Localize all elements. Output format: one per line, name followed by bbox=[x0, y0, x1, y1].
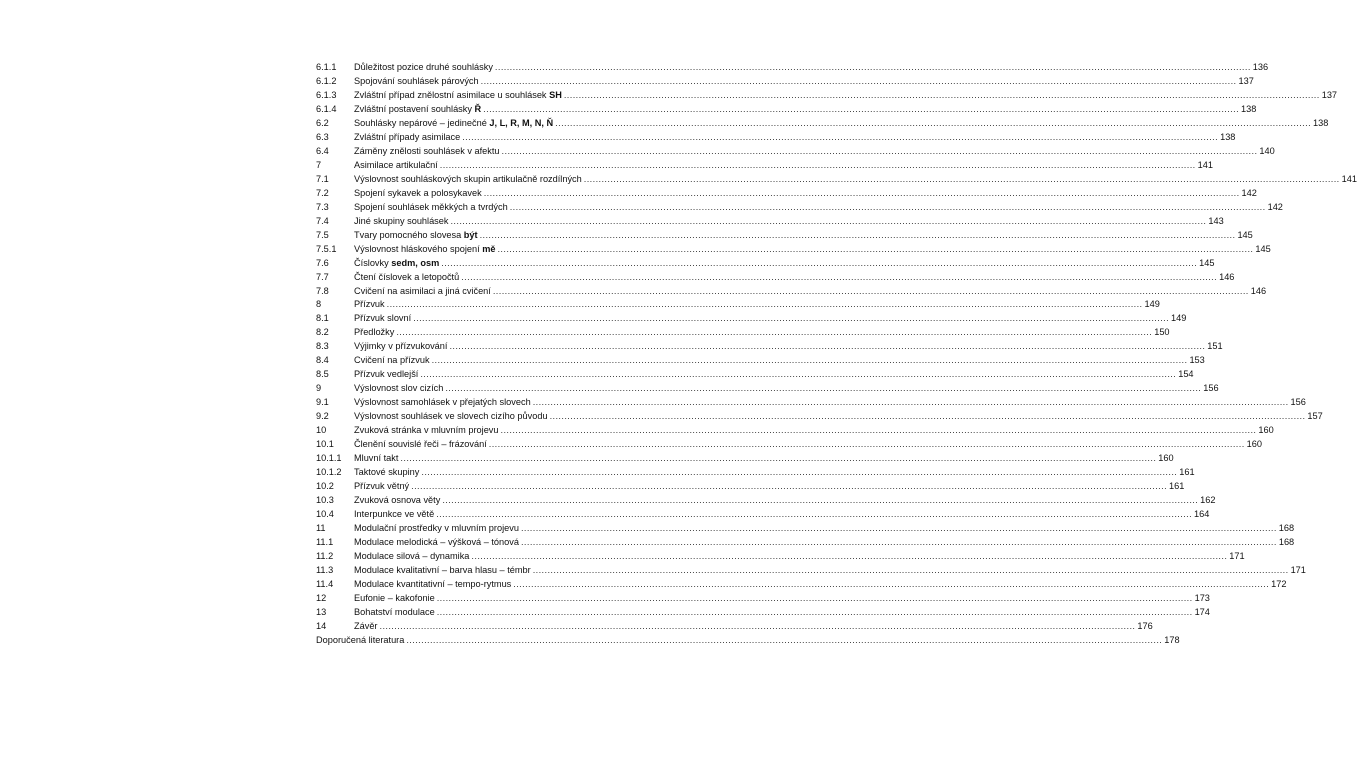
dot-leader bbox=[480, 229, 1236, 243]
toc-entry-page-number: 168 bbox=[1278, 536, 1295, 547]
toc-entry-title bbox=[354, 243, 495, 257]
toc-entry-number: 11 bbox=[316, 522, 326, 533]
toc-entry-page-number: 136 bbox=[1252, 62, 1269, 72]
toc-entry-number: 10.1 bbox=[316, 439, 334, 450]
toc-entry[interactable] bbox=[316, 564, 1306, 578]
toc-entry-title-text: Zvláštní případy asimilace bbox=[354, 131, 461, 142]
dot-leader bbox=[462, 131, 1218, 145]
toc-entry[interactable] bbox=[316, 243, 1271, 257]
toc-entry-title-bold: Ř bbox=[474, 103, 482, 114]
dot-leader bbox=[481, 75, 1237, 89]
dot-leader bbox=[441, 257, 1197, 271]
toc-entry[interactable] bbox=[316, 438, 1262, 452]
toc-entry-title-text: Výslovnost souhlásek ve slovech cizího původu bbox=[354, 411, 548, 422]
toc-entry-title bbox=[354, 201, 508, 215]
dot-leader bbox=[442, 494, 1198, 508]
toc-entry-title-text: Přízvuk bbox=[354, 299, 385, 310]
toc-entry-page-number: 156 bbox=[1203, 383, 1219, 394]
dot-leader bbox=[420, 368, 1176, 382]
dot-leader bbox=[564, 89, 1320, 103]
toc-entry-title bbox=[354, 536, 519, 550]
toc-entry-title bbox=[354, 592, 435, 606]
toc-entry[interactable] bbox=[316, 229, 1253, 243]
toc-entry-page-number: 153 bbox=[1189, 355, 1205, 366]
toc-entry-title-text: Čtení číslovek a letopočtů bbox=[354, 271, 460, 282]
dot-leader bbox=[421, 466, 1177, 480]
toc-entry-title-bold: SH bbox=[549, 89, 562, 100]
toc-entry-title-text: Doporučená literatura bbox=[316, 634, 405, 645]
toc-entry-title-text: Jiné skupiny souhlásek bbox=[354, 215, 449, 226]
toc-entry-page-number: 162 bbox=[1200, 495, 1216, 506]
toc-entry-title bbox=[354, 396, 531, 410]
toc-entry-page-number: 146 bbox=[1219, 271, 1235, 282]
toc-entry-title-text: Členění souvislé řeči – frázování bbox=[354, 439, 487, 450]
toc-entry-title bbox=[354, 145, 500, 159]
toc-entry-number: 6.4 bbox=[316, 145, 329, 156]
toc-entry-title-text: Spojování souhlásek párových bbox=[354, 75, 479, 86]
dot-leader bbox=[387, 298, 1143, 312]
toc-entry[interactable] bbox=[316, 410, 1323, 424]
toc-entry-title bbox=[354, 578, 511, 592]
toc-entry-title bbox=[354, 410, 548, 424]
toc-entry-title bbox=[354, 298, 385, 312]
toc-entry-title bbox=[354, 103, 481, 117]
toc-entry-title bbox=[354, 131, 460, 145]
toc-entry-number: 10.1.1 bbox=[316, 453, 342, 464]
toc-entry-title-text: Výslovnost hláskového spojení bbox=[354, 243, 483, 254]
toc-entry-title-text: Přízvuk vedlejší bbox=[354, 369, 419, 380]
toc-entry-number: 10.4 bbox=[316, 509, 334, 519]
toc-entry-page-number: 156 bbox=[1290, 397, 1306, 408]
toc-entry-title bbox=[354, 620, 378, 634]
dot-leader bbox=[493, 285, 1249, 299]
toc-entry-title-text: Výslovnost souhláskových skupin artikulačně rozdílných bbox=[354, 173, 582, 184]
toc-entry-title bbox=[354, 75, 479, 89]
toc-entry-number: 8.2 bbox=[316, 327, 329, 338]
toc-entry-title-text: Spojení souhlásek měkkých a tvrdých bbox=[354, 201, 508, 212]
toc-entry-number: 6.1.4 bbox=[316, 103, 337, 114]
toc-entry[interactable] bbox=[316, 634, 1180, 648]
toc-entry-number: 8 bbox=[316, 299, 322, 310]
toc-entry-title-text: Spojení sykavek a polosykavek bbox=[354, 187, 482, 198]
toc-entry[interactable] bbox=[316, 131, 1236, 145]
toc-entry[interactable] bbox=[316, 340, 1223, 354]
toc-entry-number: 8.3 bbox=[316, 341, 329, 352]
toc-entry-title bbox=[354, 312, 411, 326]
dot-leader bbox=[555, 117, 1311, 131]
toc-entry-title bbox=[354, 382, 443, 396]
toc-entry-number: 11.1 bbox=[316, 536, 334, 547]
toc-entry-number: 9.1 bbox=[316, 397, 329, 408]
toc-entry-page-number: 138 bbox=[1313, 117, 1329, 128]
toc-entry-number: 7 bbox=[316, 159, 322, 170]
toc-entry-title-text: Předložky bbox=[354, 327, 395, 338]
toc-entry-title bbox=[354, 173, 582, 187]
toc-entry-page-number: 164 bbox=[1194, 509, 1210, 519]
toc-entry-title-text: Zvuková stránka v mluvním projevu bbox=[354, 425, 499, 436]
toc-entry[interactable] bbox=[316, 173, 1357, 187]
toc-entry[interactable] bbox=[316, 466, 1195, 480]
toc-entry-page-number: 149 bbox=[1171, 313, 1187, 324]
dot-leader bbox=[513, 578, 1269, 592]
toc-entry[interactable] bbox=[316, 215, 1224, 229]
table-of-contents bbox=[316, 61, 1357, 648]
toc-entry-number: 6.2 bbox=[316, 117, 329, 128]
toc-entry-title bbox=[354, 606, 435, 620]
toc-entry-title-text: Bohatství modulace bbox=[354, 606, 435, 617]
toc-entry-title-text: Zvuková osnova věty bbox=[354, 495, 441, 506]
toc-entry-page-number: 178 bbox=[1164, 634, 1180, 645]
toc-entry-page-number: 160 bbox=[1246, 439, 1262, 450]
toc-entry-number: 7.4 bbox=[316, 215, 329, 226]
toc-entry-title-text: Výslovnost slov cizích bbox=[354, 383, 444, 394]
dot-leader bbox=[584, 173, 1340, 187]
toc-entry-title-text: Modulace kvantitativní – tempo-rytmus bbox=[354, 578, 512, 589]
toc-entry-number: 10 bbox=[316, 425, 327, 436]
dot-leader bbox=[484, 187, 1240, 201]
dot-leader bbox=[449, 340, 1205, 354]
toc-entry-title-text: Taktové skupiny bbox=[354, 467, 420, 478]
dot-leader bbox=[495, 61, 1251, 75]
dot-leader bbox=[445, 382, 1201, 396]
toc-entry-title bbox=[354, 494, 440, 508]
toc-entry[interactable] bbox=[316, 424, 1274, 438]
toc-entry-title bbox=[316, 634, 404, 648]
toc-entry[interactable] bbox=[316, 61, 1269, 75]
toc-entry[interactable] bbox=[316, 271, 1235, 285]
toc-entry-number: 7.3 bbox=[316, 201, 329, 212]
toc-entry-title bbox=[354, 215, 448, 229]
toc-entry[interactable] bbox=[316, 382, 1219, 396]
toc-entry-page-number: 161 bbox=[1179, 467, 1195, 478]
dot-leader bbox=[533, 564, 1289, 578]
toc-entry-title-bold: být bbox=[463, 229, 478, 240]
toc-entry-title bbox=[354, 159, 438, 173]
toc-entry-page-number: 173 bbox=[1194, 592, 1210, 603]
toc-entry-page-number: 138 bbox=[1241, 103, 1257, 114]
toc-entry-number: 8.1 bbox=[316, 313, 329, 324]
toc-entry-number: 7.5.1 bbox=[316, 243, 337, 254]
toc-entry-title-bold: mě bbox=[482, 243, 496, 254]
toc-entry-page-number: 145 bbox=[1255, 243, 1271, 254]
dot-leader bbox=[413, 312, 1169, 326]
dot-leader bbox=[471, 550, 1227, 564]
toc-entry-page-number: 142 bbox=[1267, 201, 1283, 212]
toc-entry-page-number: 161 bbox=[1169, 481, 1185, 492]
toc-entry-title-text: Eufonie – kakofonie bbox=[354, 592, 435, 603]
toc-entry-page-number: 137 bbox=[1321, 89, 1338, 100]
toc-entry-number: 12 bbox=[316, 592, 327, 603]
dot-leader bbox=[437, 592, 1193, 606]
toc-entry-title bbox=[354, 326, 394, 340]
toc-entry-title bbox=[354, 117, 553, 131]
toc-entry-page-number: 168 bbox=[1278, 522, 1295, 533]
toc-entry-page-number: 146 bbox=[1250, 285, 1267, 296]
toc-entry-page-number: 140 bbox=[1259, 145, 1275, 156]
toc-entry[interactable] bbox=[316, 354, 1205, 368]
toc-entry-number: 7.2 bbox=[316, 187, 329, 198]
toc-entry-title-bold: sedm, osm bbox=[391, 257, 440, 268]
toc-entry-page-number: 145 bbox=[1199, 257, 1215, 268]
toc-entry-number: 11.3 bbox=[316, 564, 334, 575]
toc-entry-title-text: Modulace kvalitativní – barva hlasu – témbr bbox=[354, 564, 531, 575]
toc-entry-page-number: 172 bbox=[1271, 578, 1287, 589]
dot-leader bbox=[400, 452, 1156, 466]
toc-entry-title bbox=[354, 564, 531, 578]
toc-entry-title-text: Důležitost pozice druhé souhlásky bbox=[354, 62, 493, 72]
toc-entry-title-text: Závěr bbox=[354, 620, 378, 631]
toc-entry-number: 10.2 bbox=[316, 481, 334, 492]
toc-entry-page-number: 171 bbox=[1290, 564, 1306, 575]
dot-leader bbox=[450, 215, 1206, 229]
toc-entry-title-text: Záměny znělosti souhlásek v afektu bbox=[354, 145, 500, 156]
toc-entry[interactable] bbox=[316, 298, 1160, 312]
dot-leader bbox=[550, 410, 1306, 424]
toc-entry-number: 9.2 bbox=[316, 411, 329, 422]
toc-entry-title-text: Cvičení na přízvuk bbox=[354, 355, 430, 366]
toc-entry[interactable] bbox=[316, 494, 1216, 508]
toc-entry[interactable] bbox=[316, 522, 1295, 536]
toc-entry-title bbox=[354, 229, 478, 243]
toc-entry-number: 11.4 bbox=[316, 578, 334, 589]
toc-entry[interactable] bbox=[316, 326, 1170, 340]
toc-entry[interactable] bbox=[316, 257, 1215, 271]
toc-entry-page-number: 138 bbox=[1220, 131, 1236, 142]
toc-entry-page-number: 141 bbox=[1197, 159, 1213, 170]
toc-entry-number: 7.7 bbox=[316, 271, 329, 282]
toc-entry[interactable] bbox=[316, 536, 1295, 550]
toc-entry-title-text: Přízvuk větný bbox=[354, 481, 410, 492]
toc-entry[interactable] bbox=[316, 368, 1194, 382]
toc-entry-page-number: 157 bbox=[1307, 411, 1323, 422]
toc-entry-title-text: Mluvní takt bbox=[354, 453, 399, 464]
toc-entry-title bbox=[354, 522, 519, 536]
toc-entry-title-text: Zvláštní případ znělostní asimilace u souhlásek bbox=[354, 89, 550, 100]
toc-entry-title bbox=[354, 438, 487, 452]
toc-entry-title-text: Tvary pomocného slovesa bbox=[354, 229, 464, 240]
toc-entry-title-text: Asimilace artikulační bbox=[354, 159, 438, 170]
toc-entry-number: 11.2 bbox=[316, 550, 334, 561]
toc-entry-title bbox=[354, 550, 469, 564]
toc-entry-page-number: 137 bbox=[1238, 75, 1254, 86]
toc-entry-title bbox=[354, 480, 409, 494]
toc-entry-page-number: 154 bbox=[1178, 369, 1194, 380]
toc-entry-title-text: Cvičení na asimilaci a jiná cvičení bbox=[354, 285, 491, 296]
toc-entry[interactable] bbox=[316, 578, 1287, 592]
toc-entry-title-text: Souhlásky nepárové – jedinečné bbox=[354, 117, 490, 128]
toc-entry-page-number: 145 bbox=[1237, 229, 1253, 240]
toc-entry-title bbox=[354, 354, 430, 368]
toc-entry[interactable] bbox=[316, 89, 1338, 103]
toc-entry[interactable] bbox=[316, 187, 1257, 201]
dot-leader bbox=[510, 201, 1266, 215]
toc-entry-title-text: Modulační prostředky v mluvním projevu bbox=[354, 522, 519, 533]
toc-entry-title-text: Číslovky bbox=[354, 257, 392, 268]
toc-entry-number: 9 bbox=[316, 383, 322, 394]
toc-entry-title-text: Výslovnost samohlásek v přejatých slovech bbox=[354, 397, 531, 408]
toc-entry-page-number: 151 bbox=[1207, 341, 1223, 352]
toc-entry-page-number: 150 bbox=[1154, 327, 1170, 338]
dot-leader bbox=[406, 634, 1162, 648]
toc-entry-page-number: 160 bbox=[1258, 425, 1274, 436]
toc-entry[interactable] bbox=[316, 606, 1210, 620]
dot-leader bbox=[521, 522, 1277, 536]
toc-entry-title-text: Přízvuk slovní bbox=[354, 313, 412, 324]
dot-leader bbox=[501, 424, 1257, 438]
toc-entry-number: 7.5 bbox=[316, 229, 329, 240]
toc-entry-number: 6.1.2 bbox=[316, 75, 337, 86]
toc-entry-page-number: 160 bbox=[1158, 453, 1174, 464]
toc-entry-title-text: Modulace melodická – výšková – tónová bbox=[354, 536, 519, 547]
toc-entry[interactable] bbox=[316, 550, 1245, 564]
toc-entry-number: 8.5 bbox=[316, 369, 329, 380]
toc-entry-number: 7.6 bbox=[316, 257, 329, 268]
toc-entry[interactable] bbox=[316, 452, 1174, 466]
dot-leader bbox=[440, 159, 1196, 173]
toc-entry[interactable] bbox=[316, 159, 1213, 173]
toc-entry-number: 6.1.3 bbox=[316, 89, 337, 100]
toc-entry-page-number: 149 bbox=[1144, 299, 1160, 310]
toc-entry-page-number: 174 bbox=[1194, 606, 1210, 617]
toc-entry-title bbox=[354, 257, 439, 271]
dot-leader bbox=[489, 438, 1245, 452]
toc-entry[interactable] bbox=[316, 508, 1210, 522]
dot-leader bbox=[437, 606, 1193, 620]
toc-entry-page-number: 142 bbox=[1241, 187, 1257, 198]
toc-entry-title bbox=[354, 285, 491, 299]
toc-entry-number: 7.8 bbox=[316, 285, 329, 296]
toc-entry[interactable] bbox=[316, 285, 1267, 299]
dot-leader bbox=[432, 354, 1188, 368]
toc-entry-page-number: 141 bbox=[1341, 173, 1357, 184]
toc-entry-title-text: Zvláštní postavení souhlásky bbox=[354, 103, 475, 114]
toc-entry[interactable] bbox=[316, 592, 1210, 606]
toc-entry-title bbox=[354, 466, 419, 480]
toc-entry-title-text: Výjimky v přízvukování bbox=[354, 341, 448, 352]
toc-entry[interactable] bbox=[316, 75, 1254, 89]
toc-entry[interactable] bbox=[316, 201, 1283, 215]
toc-entry-title bbox=[354, 452, 398, 466]
toc-entry-number: 7.1 bbox=[316, 173, 329, 184]
toc-entry-page-number: 176 bbox=[1137, 620, 1153, 631]
toc-entry-number: 13 bbox=[316, 606, 327, 617]
dot-leader bbox=[461, 271, 1217, 285]
toc-entry-title bbox=[354, 424, 499, 438]
toc-entry[interactable] bbox=[316, 312, 1187, 326]
toc-entry-number: 8.4 bbox=[316, 355, 329, 366]
toc-entry[interactable] bbox=[316, 117, 1329, 131]
toc-entry-number: 14 bbox=[316, 620, 327, 631]
toc-entry-title bbox=[354, 340, 447, 354]
dot-leader bbox=[521, 536, 1277, 550]
toc-entry-title bbox=[354, 89, 562, 103]
dot-leader bbox=[396, 326, 1152, 340]
toc-entry-number: 10.3 bbox=[316, 495, 334, 506]
dot-leader bbox=[436, 508, 1192, 522]
dot-leader bbox=[483, 103, 1239, 117]
toc-entry[interactable] bbox=[316, 396, 1306, 410]
toc-entry-page-number: 171 bbox=[1229, 550, 1245, 561]
dot-leader bbox=[533, 396, 1289, 410]
toc-entry-page-number: 143 bbox=[1208, 215, 1224, 226]
dot-leader bbox=[497, 243, 1253, 257]
toc-entry-number: 6.3 bbox=[316, 131, 329, 142]
toc-entry[interactable] bbox=[316, 103, 1257, 117]
toc-entry-title bbox=[354, 368, 418, 382]
toc-entry[interactable] bbox=[316, 480, 1185, 494]
toc-entry-number: 6.1.1 bbox=[316, 62, 337, 72]
toc-entry-title bbox=[354, 271, 459, 285]
toc-entry-title bbox=[354, 61, 493, 75]
toc-entry-number: 10.1.2 bbox=[316, 467, 342, 478]
dot-leader bbox=[380, 620, 1136, 634]
dot-leader bbox=[502, 145, 1258, 159]
toc-entry[interactable] bbox=[316, 620, 1153, 634]
dot-leader bbox=[411, 480, 1167, 494]
toc-entry-title bbox=[354, 508, 434, 522]
toc-entry-title bbox=[354, 187, 482, 201]
toc-entry-title-text: Interpunkce ve větě bbox=[354, 509, 435, 519]
toc-entry-title-text: Modulace silová – dynamika bbox=[354, 550, 470, 561]
toc-entry-title-bold: J, L, R, M, N, Ň bbox=[489, 117, 554, 128]
toc-entry[interactable] bbox=[316, 145, 1275, 159]
